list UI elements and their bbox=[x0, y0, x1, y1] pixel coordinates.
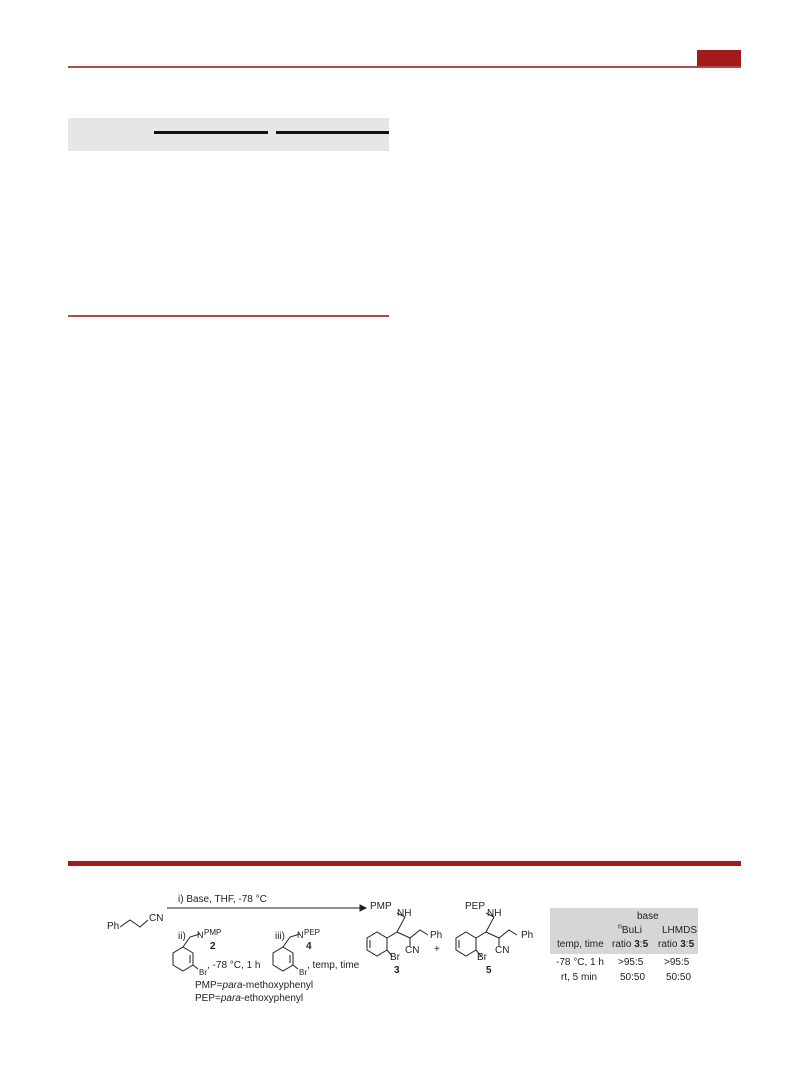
step2-label: ii) bbox=[178, 931, 186, 942]
product3-ph-label: Ph bbox=[430, 930, 443, 941]
compound-2-number: 2 bbox=[210, 941, 216, 952]
row-condition: rt, 5 min bbox=[561, 972, 598, 983]
compound-4-number: 4 bbox=[306, 941, 312, 952]
imine2-pmp-label: PMP bbox=[204, 928, 222, 937]
base-header: base bbox=[637, 911, 659, 922]
product5-nh-label: NH bbox=[487, 908, 502, 919]
ratio-header-2: ratio 3:5 bbox=[658, 939, 695, 950]
imine4-br-label: Br bbox=[299, 968, 307, 977]
product5-br-label: Br bbox=[477, 952, 487, 963]
step3-label: iii) bbox=[275, 931, 285, 942]
row-lhmds-ratio: 50:50 bbox=[666, 972, 692, 983]
product3-cn-label: CN bbox=[405, 945, 420, 956]
imine2-n-label: N bbox=[197, 930, 204, 940]
product3-pmp-label: PMP bbox=[370, 901, 392, 912]
row-buli-ratio: 50:50 bbox=[620, 972, 646, 983]
product5-pep-label: PEP bbox=[465, 901, 486, 912]
step3-conditions: , temp, time bbox=[307, 960, 360, 971]
row-condition: -78 °C, 1 h bbox=[556, 957, 604, 968]
product3-br-label: Br bbox=[390, 952, 400, 963]
pmp-definition: PMP=para-methoxyphenyl bbox=[195, 980, 314, 991]
imine2-br-label: Br bbox=[199, 968, 207, 977]
temp-time-header: temp, time bbox=[557, 939, 604, 950]
plus-sign: + bbox=[434, 944, 440, 955]
table-row bbox=[550, 954, 698, 972]
ratio-table-header bbox=[550, 908, 698, 954]
col-lhmds-header: LHMDS bbox=[662, 925, 698, 936]
imine4-pep-label: PEP bbox=[304, 928, 321, 937]
reaction-arrow-head bbox=[360, 905, 366, 911]
pep-definition: PEP=para-ethoxyphenyl bbox=[195, 993, 304, 1004]
imine4-n-label: N bbox=[297, 930, 304, 940]
compound-5-number: 5 bbox=[486, 965, 492, 976]
product3-nh-label: NH bbox=[397, 908, 412, 919]
product5-cn-label: CN bbox=[495, 945, 510, 956]
compound-3-number: 3 bbox=[394, 965, 400, 976]
ratio-table bbox=[550, 908, 698, 990]
substrate-chain bbox=[120, 920, 148, 927]
table-row bbox=[550, 972, 698, 990]
substrate-cn-label: CN bbox=[149, 913, 164, 924]
product5-ph-label: Ph bbox=[521, 930, 534, 941]
step2-conditions: , -78 °C, 1 h bbox=[207, 960, 261, 971]
row-buli-ratio: >95:5 bbox=[618, 957, 644, 968]
step1-conditions: i) Base, THF, -78 °C bbox=[178, 894, 267, 905]
ratio-header-1: ratio 3:5 bbox=[612, 939, 649, 950]
substrate-ph-label: Ph bbox=[107, 921, 120, 932]
row-lhmds-ratio: >95:5 bbox=[664, 957, 690, 968]
col-buli-header: $^n$BuLi bbox=[618, 923, 642, 936]
